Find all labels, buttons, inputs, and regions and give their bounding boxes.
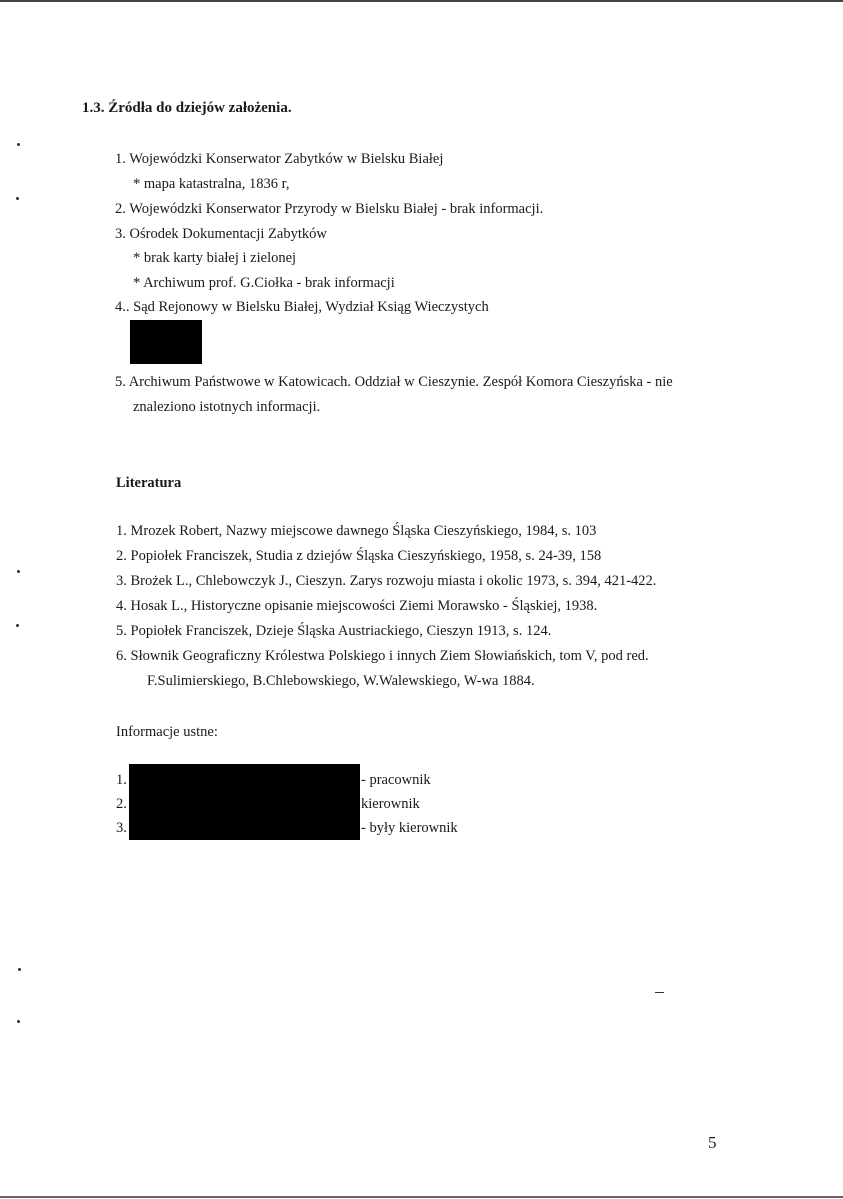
source-subitem: * mapa katastralna, 1836 r, xyxy=(133,176,290,192)
redaction-box xyxy=(130,320,202,364)
source-item: 3. Ośrodek Dokumentacji Zabytków xyxy=(115,226,327,242)
source-subitem: * brak karty białej i zielonej xyxy=(133,250,297,266)
redaction-box xyxy=(129,764,360,840)
literature-item: 1. Mrozek Robert, Nazwy miejscowe dawnego Śląska Cieszyńskiego, 1984, s. 103 xyxy=(116,523,597,539)
stray-mark xyxy=(655,992,664,993)
oral-item-number: 1. xyxy=(116,772,127,788)
oral-item-role: kierownik xyxy=(361,796,420,812)
literature-heading: Literatura xyxy=(116,475,182,491)
literature-item: 3. Brożek L., Chlebowczyk J., Cieszyn. Zarys rozwoju miasta i okolic 1973, s. 394, 421-422. xyxy=(116,573,657,589)
page-number: 5 xyxy=(708,1133,717,1152)
literature-item: 2. Popiołek Franciszek, Studia z dziejów Śląska Cieszyńskiego, 1958, s. 24-39, 158 xyxy=(116,548,602,564)
scan-edge-top xyxy=(0,0,843,2)
source-item: 4.. Sąd Rejonowy w Bielsku Białej, Wydział Ksiąg Wieczystych xyxy=(115,299,489,315)
source-item: 1. Wojewódzki Konserwator Zabytków w Bielsku Białej xyxy=(115,151,444,167)
source-item: 5. Archiwum Państwowe w Katowicach. Oddział w Cieszynie. Zespół Komora Cieszyńska - nie xyxy=(115,374,673,390)
source-subitem: * Archiwum prof. G.Ciołka - brak informacji xyxy=(133,275,395,291)
scan-speck xyxy=(16,197,19,200)
scan-speck xyxy=(17,143,20,146)
source-item: 2. Wojewódzki Konserwator Przyrody w Bielsku Białej - brak informacji. xyxy=(115,201,544,217)
literature-item: 4. Hosak L., Historyczne opisanie miejscowości Ziemi Morawsko - Śląskiej, 1938. xyxy=(116,598,598,614)
oral-item-number: 3. xyxy=(116,820,127,836)
scan-edge-bottom xyxy=(0,1196,843,1198)
oral-item-role: - pracownik xyxy=(361,772,431,788)
source-item-continuation: znaleziono istotnych informacji. xyxy=(133,399,321,415)
scan-speck xyxy=(17,570,20,573)
scan-speck xyxy=(18,968,21,971)
literature-item-continuation: F.Sulimierskiego, B.Chlebowskiego, W.Walewskiego, W-wa 1884. xyxy=(147,673,535,689)
section-heading: 1.3. Źródła do dziejów założenia. xyxy=(82,100,292,116)
oral-item-role: - były kierownik xyxy=(361,820,458,836)
oral-item-number: 2. xyxy=(116,796,127,812)
scan-speck xyxy=(17,1020,20,1023)
scan-speck xyxy=(16,624,19,627)
oral-info-heading: Informacje ustne: xyxy=(116,724,218,740)
literature-item: 6. Słownik Geograficzny Królestwa Polskiego i innych Ziem Słowiańskich, tom V, pod red. xyxy=(116,648,649,664)
literature-item: 5. Popiołek Franciszek, Dzieje Śląska Austriackiego, Cieszyn 1913, s. 124. xyxy=(116,623,552,639)
